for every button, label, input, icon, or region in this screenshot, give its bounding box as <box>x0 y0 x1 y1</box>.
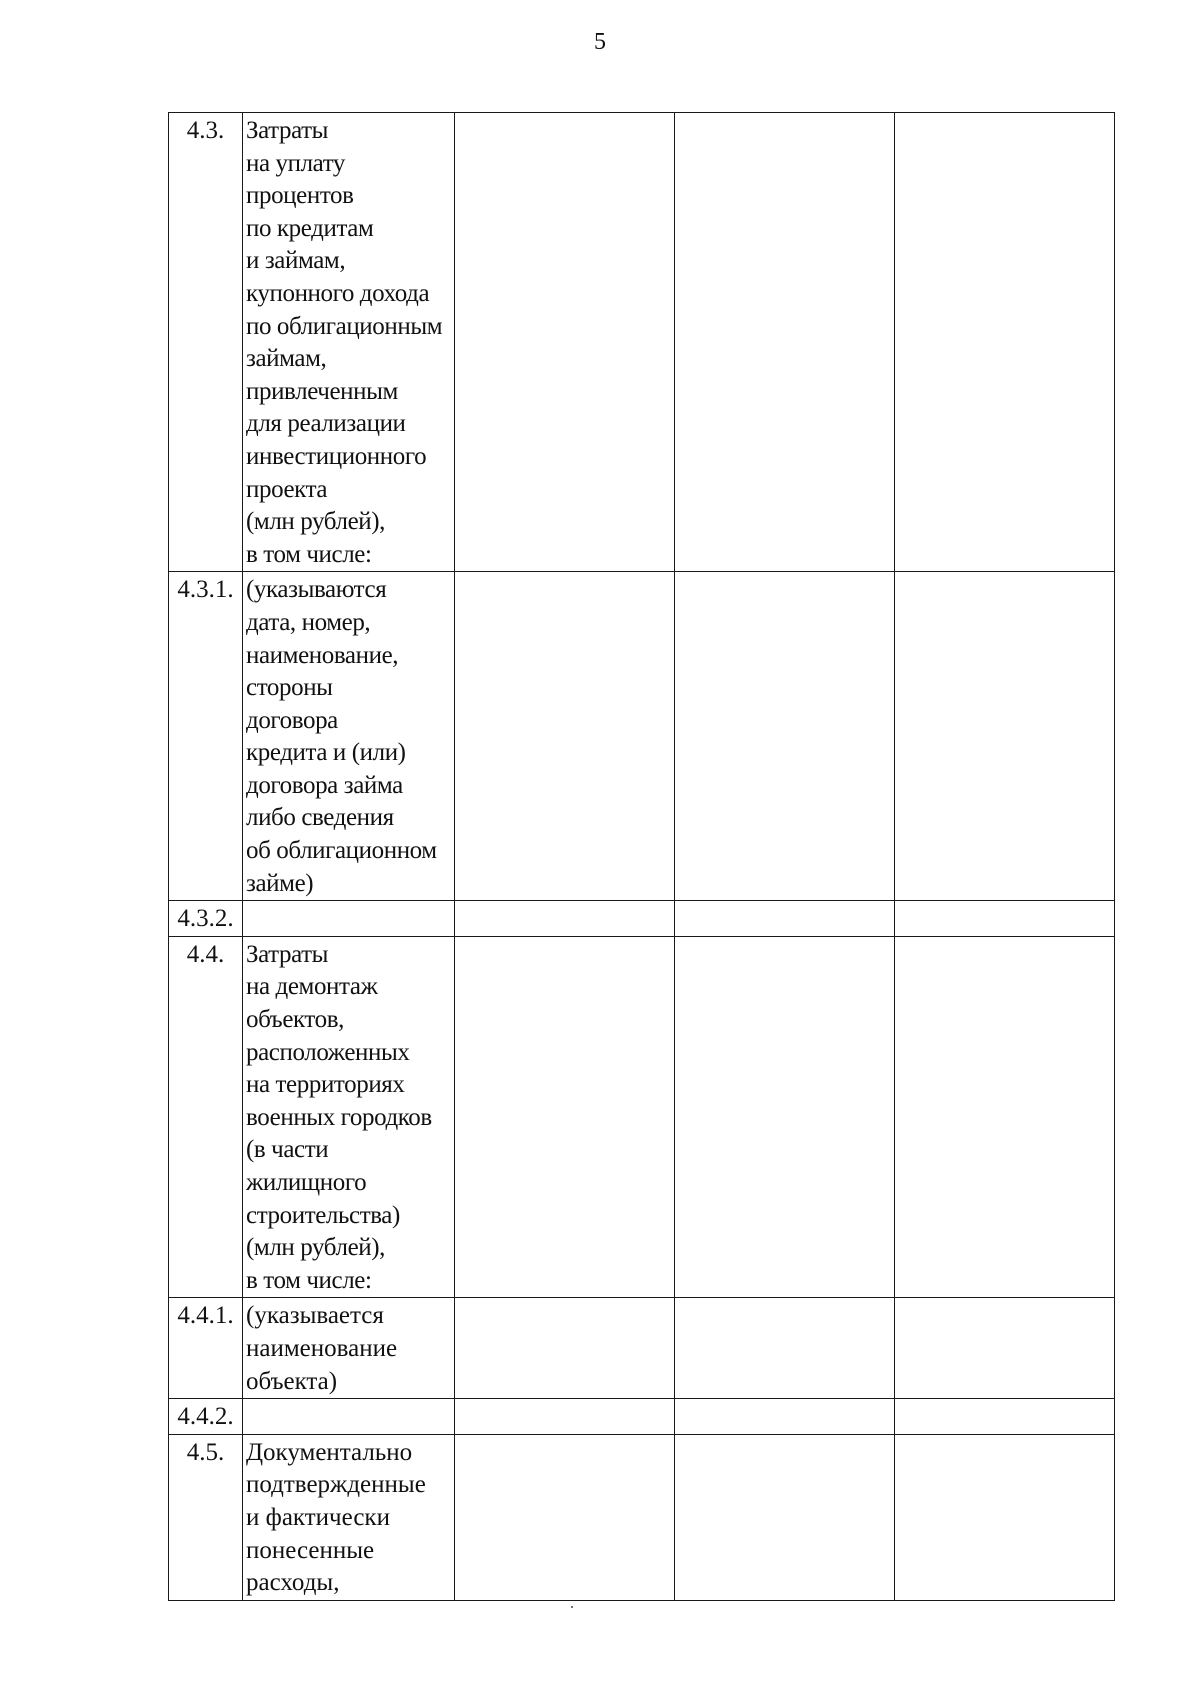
row-description: Документально подтвержденные и фактически понесенные расходы, <box>243 1434 455 1600</box>
row-number: 4.3.1. <box>169 572 243 901</box>
value-cell <box>455 936 675 1298</box>
row-description: Затраты на демонтаж объектов, расположенных на территориях военных городков (в части жилищного строительства) (млн рублей), в том числе: <box>243 936 455 1298</box>
value-cell <box>895 1434 1115 1600</box>
value-cell <box>675 1298 895 1399</box>
row-number: 4.4. <box>169 936 243 1298</box>
row-description <box>243 1399 455 1435</box>
value-cell <box>675 113 895 572</box>
row-description: (указываются дата, номер, наименование, стороны договора кредита и (или) договора займа либо сведения об облигационном займе) <box>243 572 455 901</box>
value-cell <box>455 1399 675 1435</box>
table-row-4-4-2 <box>169 1399 1115 1435</box>
value-cell <box>895 1298 1115 1399</box>
row-description: Затраты на уплату процентов по кредитам и займам, купонного дохода по облигационным займам, привлеченным для реализации инвестиционного проекта (млн рублей), в том числе: <box>243 113 455 572</box>
value-cell <box>675 1399 895 1435</box>
value-cell <box>895 901 1115 937</box>
row-description: (указывается наименование объекта) <box>243 1298 455 1399</box>
row-number: 4.3.2. <box>169 901 243 937</box>
value-cell <box>675 572 895 901</box>
value-cell <box>895 113 1115 572</box>
row-number: 4.3. <box>169 113 243 572</box>
page-number: 5 <box>594 29 606 55</box>
row-number: 4.4.1. <box>169 1298 243 1399</box>
table-row-4-3-2 <box>169 901 1115 937</box>
row-description <box>243 901 455 937</box>
value-cell <box>895 1399 1115 1435</box>
row-number: 4.4.2. <box>169 1399 243 1435</box>
row-number: 4.5. <box>169 1434 243 1600</box>
value-cell <box>455 113 675 572</box>
value-cell <box>455 1434 675 1600</box>
value-cell <box>455 901 675 937</box>
table-row-4-5 <box>169 1434 1115 1600</box>
cost-table <box>168 112 1115 1601</box>
value-cell <box>455 572 675 901</box>
value-cell <box>675 936 895 1298</box>
value-cell <box>455 1298 675 1399</box>
value-cell <box>675 901 895 937</box>
table-row-4-3 <box>169 113 1115 572</box>
table-row-4-4-1 <box>169 1298 1115 1399</box>
value-cell <box>895 936 1115 1298</box>
value-cell <box>895 572 1115 901</box>
value-cell <box>675 1434 895 1600</box>
table-row-4-4 <box>169 936 1115 1298</box>
table-row-4-3-1 <box>169 572 1115 901</box>
scan-speck <box>571 1606 573 1608</box>
